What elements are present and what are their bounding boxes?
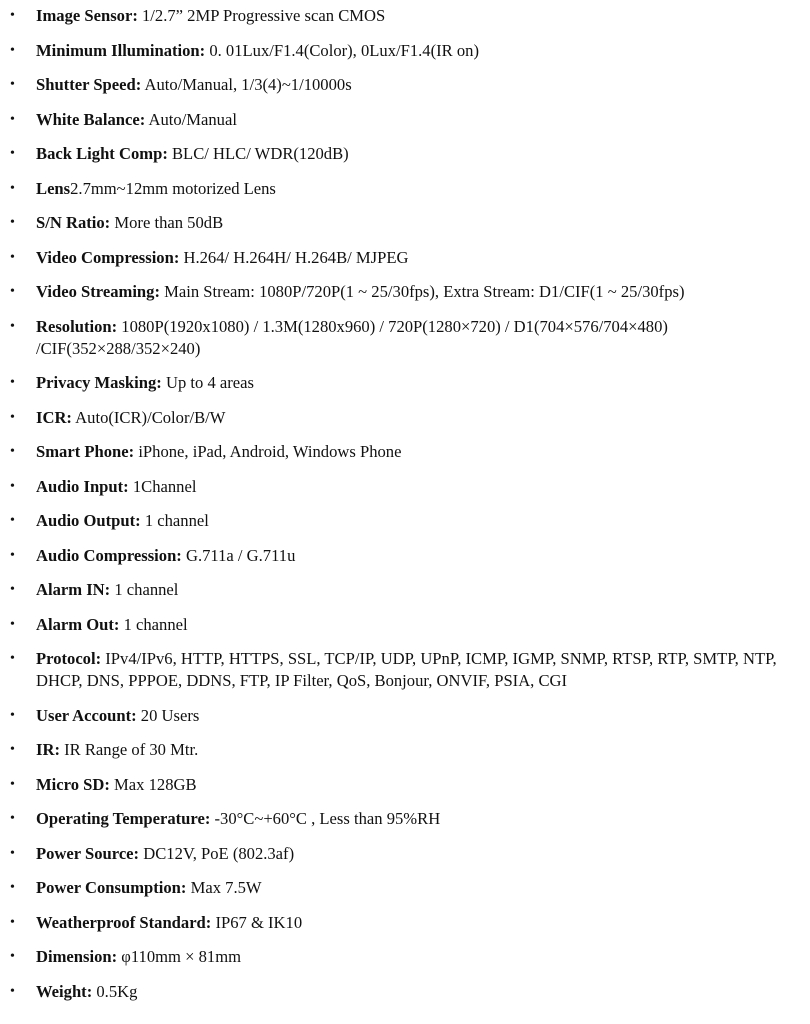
spec-label: Audio Compression: bbox=[36, 545, 182, 565]
spec-item bbox=[0, 247, 810, 269]
spec-item bbox=[0, 40, 810, 62]
spec-value: IPv4/IPv6, HTTP, HTTPS, SSL, TCP/IP, UDP, UPnP, ICMP, IGMP, SNMP, RTSP, RTP, SMTP, NTP, DHCP, DNS, PPPOE, DDNS, FTP, IP Filter, QoS, Bonjour, ONVIF, PSIA, CGI bbox=[36, 649, 777, 690]
spec-label: Video Compression: bbox=[36, 247, 180, 267]
spec-item bbox=[0, 212, 810, 234]
spec-item bbox=[0, 774, 810, 796]
spec-value: Max 7.5W bbox=[186, 878, 262, 897]
spec-item bbox=[0, 5, 810, 27]
spec-value: Max 128GB bbox=[109, 774, 197, 794]
spec-label: Power Consumption: bbox=[36, 878, 187, 897]
spec-label: Alarm Out: bbox=[36, 614, 120, 634]
bullet-icon: • bbox=[10, 845, 15, 861]
spec-item bbox=[0, 648, 810, 692]
spec-item bbox=[0, 739, 810, 761]
spec-value: IP67 & IK10 bbox=[211, 912, 303, 932]
spec-value: IR Range of 30 Mtr. bbox=[59, 740, 199, 759]
bullet-icon: • bbox=[10, 949, 15, 964]
spec-value: DC12V, PoE (802.3af) bbox=[139, 843, 295, 863]
spec-label: Resolution: bbox=[36, 316, 118, 336]
spec-label: Audio Input: bbox=[36, 476, 129, 496]
spec-item bbox=[0, 510, 810, 532]
bullet-icon: • bbox=[10, 375, 15, 390]
spec-value: 1/2.7” 2MP Progressive scan CMOS bbox=[137, 6, 386, 25]
spec-label: White Balance: bbox=[36, 109, 146, 129]
spec-value: 1080P(1920x1080) / 1.3M(1280x960) / 720P(1280×720) / D1(704×576/704×480) /CIF(352×288/352×240) bbox=[36, 316, 668, 358]
spec-label: Micro SD: bbox=[36, 774, 110, 794]
spec-value: 2.7mm~12mm motorized Lens bbox=[70, 178, 276, 198]
bullet-icon: • bbox=[10, 880, 15, 895]
spec-item bbox=[0, 843, 810, 865]
spec-value: H.264/ H.264H/ H.264B/ MJPEG bbox=[179, 247, 409, 267]
bullet-icon: • bbox=[10, 651, 15, 666]
bullet-icon: • bbox=[10, 742, 15, 757]
spec-item bbox=[0, 281, 810, 303]
spec-value: 0.5Kg bbox=[92, 981, 138, 1001]
bullet-icon: • bbox=[10, 547, 15, 563]
bullet-icon: • bbox=[10, 582, 15, 597]
spec-item bbox=[0, 372, 810, 394]
spec-label: Privacy Masking: bbox=[36, 373, 162, 392]
bullet-icon: • bbox=[10, 983, 15, 999]
spec-item bbox=[0, 705, 810, 727]
spec-label: Smart Phone: bbox=[36, 442, 135, 461]
bullet-icon: • bbox=[10, 180, 15, 196]
spec-list bbox=[0, 5, 810, 1015]
spec-item bbox=[0, 981, 810, 1003]
bullet-icon: • bbox=[10, 8, 15, 23]
spec-item bbox=[0, 579, 810, 601]
spec-label: Operating Temperature: bbox=[36, 809, 211, 828]
spec-label: Image Sensor: bbox=[36, 6, 138, 25]
spec-value: 1 channel bbox=[110, 580, 179, 599]
spec-item bbox=[0, 808, 810, 830]
spec-value: Auto/Manual, 1/3(4)~1/10000s bbox=[141, 75, 352, 94]
spec-item bbox=[0, 143, 810, 165]
spec-value: 1Channel bbox=[128, 476, 197, 496]
spec-value: φ110mm × 81mm bbox=[117, 947, 242, 966]
spec-value: 1 channel bbox=[140, 511, 209, 530]
spec-label: Lens bbox=[36, 178, 71, 198]
bullet-icon: • bbox=[10, 249, 15, 265]
bullet-icon: • bbox=[10, 707, 15, 723]
spec-item bbox=[0, 545, 810, 567]
bullet-icon: • bbox=[10, 318, 15, 334]
spec-item bbox=[0, 614, 810, 636]
bullet-icon: • bbox=[10, 513, 15, 528]
spec-value: BLC/ HLC/ WDR(120dB) bbox=[167, 144, 349, 163]
spec-label: Minimum Illumination: bbox=[36, 40, 206, 60]
spec-item bbox=[0, 407, 810, 429]
spec-value: 20 Users bbox=[136, 705, 200, 725]
spec-value: G.711a / G.711u bbox=[181, 545, 296, 565]
spec-label: S/N Ratio: bbox=[36, 213, 111, 232]
spec-value: Up to 4 areas bbox=[161, 373, 254, 392]
spec-item bbox=[0, 316, 810, 360]
spec-label: ICR: bbox=[36, 407, 72, 427]
spec-value: iPhone, iPad, Android, Windows Phone bbox=[134, 442, 402, 461]
bullet-icon: • bbox=[10, 215, 15, 230]
spec-label: Dimension: bbox=[36, 947, 118, 966]
bullet-icon: • bbox=[10, 146, 15, 161]
bullet-icon: • bbox=[10, 111, 15, 127]
spec-label: User Account: bbox=[36, 705, 137, 725]
bullet-icon: • bbox=[10, 444, 15, 459]
spec-value: More than 50dB bbox=[110, 213, 224, 232]
spec-label: Alarm IN: bbox=[36, 580, 111, 599]
spec-value: 0. 01Lux/F1.4(Color), 0Lux/F1.4(IR on) bbox=[205, 40, 479, 60]
spec-value: 1 channel bbox=[119, 614, 188, 634]
spec-value: Main Stream: 1080P/720P(1 ~ 25/30fps), Extra Stream: D1/CIF(1 ~ 25/30fps) bbox=[159, 282, 685, 301]
spec-item bbox=[0, 912, 810, 934]
spec-label: Shutter Speed: bbox=[36, 75, 142, 94]
bullet-icon: • bbox=[10, 284, 15, 299]
spec-label: Back Light Comp: bbox=[36, 144, 168, 163]
bullet-icon: • bbox=[10, 478, 15, 494]
spec-value: Auto(ICR)/Color/B/W bbox=[71, 407, 226, 427]
spec-label: Power Source: bbox=[36, 843, 140, 863]
spec-label: Video Streaming: bbox=[36, 282, 160, 301]
spec-item bbox=[0, 946, 810, 968]
bullet-icon: • bbox=[10, 42, 15, 58]
spec-item bbox=[0, 441, 810, 463]
spec-item bbox=[0, 109, 810, 131]
spec-item bbox=[0, 74, 810, 96]
spec-label: Weatherproof Standard: bbox=[36, 912, 212, 932]
bullet-icon: • bbox=[10, 77, 15, 92]
spec-item bbox=[0, 877, 810, 899]
spec-item bbox=[0, 476, 810, 498]
spec-label: Protocol: bbox=[36, 649, 102, 668]
bullet-icon: • bbox=[10, 914, 15, 930]
spec-value: -30°C~+60°C , Less than 95%RH bbox=[210, 809, 441, 828]
spec-label: Weight: bbox=[36, 981, 93, 1001]
spec-value: Auto/Manual bbox=[145, 109, 237, 129]
bullet-icon: • bbox=[10, 811, 15, 826]
bullet-icon: • bbox=[10, 776, 15, 792]
bullet-icon: • bbox=[10, 616, 15, 632]
spec-label: IR: bbox=[36, 740, 60, 759]
bullet-icon: • bbox=[10, 409, 15, 425]
spec-label: Audio Output: bbox=[36, 511, 141, 530]
spec-item bbox=[0, 178, 810, 200]
